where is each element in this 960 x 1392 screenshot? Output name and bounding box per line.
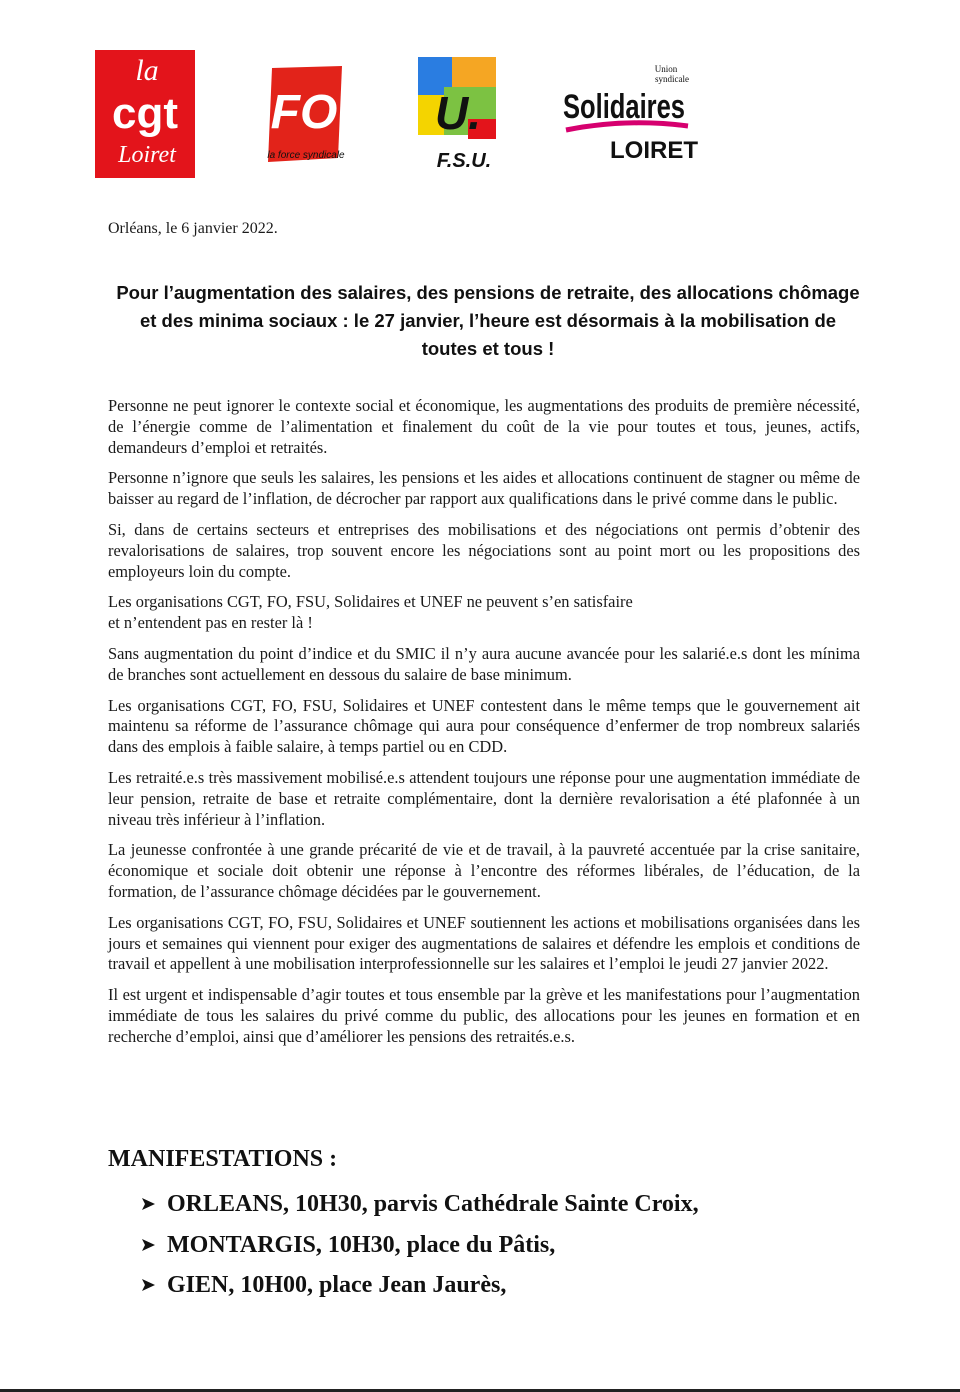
svg-text:la force syndicale: la force syndicale bbox=[267, 150, 345, 161]
fsu-logo bbox=[408, 55, 520, 173]
solidaires-logo bbox=[560, 62, 698, 166]
manifestation-text: ORLEANS, 10H30, parvis Cathédrale Sainte Croix, bbox=[167, 1191, 699, 1217]
paragraph: Personne ne peut ignorer le contexte social et économique, les augmentations des produits de première nécessité, de l’énergie comme de l’alimentation et finalement du coût de la vie pour toutes et tous, jeunes, actifs, demandeurs d’emploi et retraités. bbox=[108, 396, 860, 457]
svg-text:Loiret: Loiret bbox=[118, 142, 176, 168]
document-title: Pour l’augmentation des salaires, des pensions de retraite, des allocations chômage et des minima sociaux : le 27 janvier, l’heure est désormais à la mobilisation de toutes et tous ! bbox=[116, 282, 860, 359]
svg-text:Solidaires: Solidaires bbox=[563, 88, 685, 126]
arrow-bullet-icon bbox=[140, 1195, 158, 1213]
manifestation-item bbox=[140, 1225, 699, 1266]
paragraph: Les retraité.e.s très massivement mobilisé.e.s attendent toujours une réponse pour une augmentation immédiate de leur pension, retraite de base et retraite complémentaire, dont la dernière revalorisation a été plafonnée à un niveau très inférieur à l’inflation. bbox=[108, 767, 860, 829]
svg-text:LOIRET: LOIRET bbox=[610, 137, 698, 164]
manifestations-heading: MANIFESTATIONS : bbox=[108, 1146, 338, 1172]
document-body bbox=[108, 396, 860, 1058]
paragraph: Les organisations CGT, FO, FSU, Solidaires et UNEF contestent dans le même temps que le gouvernement ait maintenu sa réforme de l’assurance chômage qui aura pour conséquence d’enfermer de trop nombreux salariés dans des emplois à faible salaire, à temps partiel ou en CDD. bbox=[108, 695, 860, 757]
manifestation-text: MONTARGIS, 10H30, place du Pâtis, bbox=[167, 1231, 556, 1258]
paragraph: La jeunesse confrontée à une grande précarité de vie et de travail, à la pauvreté accentuée par la crise sanitaire, économique et sociale doit obtenir une réponse à l’encontre des réformes libérales, de l’éducation, de la formation, de l’assurance chômage décidées par le gouvernement. bbox=[108, 840, 860, 901]
manifestation-text: GIEN, 10H00, place Jean Jaurès, bbox=[167, 1272, 507, 1298]
fo-logo bbox=[262, 62, 348, 170]
svg-text:syndicale: syndicale bbox=[655, 74, 689, 84]
manifestation-item bbox=[140, 1184, 699, 1225]
document-date: Orléans, le 6 janvier 2022. bbox=[108, 220, 278, 237]
svg-text:cgt: cgt bbox=[112, 89, 178, 138]
cgt-logo bbox=[95, 50, 195, 178]
svg-text:Union: Union bbox=[654, 64, 678, 74]
paragraph: Les organisations CGT, FO, FSU, Solidaires et UNEF ne peuvent s’en satisfaire bbox=[108, 592, 633, 612]
arrow-bullet-icon bbox=[140, 1276, 158, 1294]
svg-text:U.: U. bbox=[435, 87, 481, 139]
paragraph: Si, dans de certains secteurs et entreprises des mobilisations et des négociations ont permis d’obtenir des revalorisations de salaires, trop souvent encore les négociations sont au point mort ou les propositions des employeurs loin du compte. bbox=[108, 519, 860, 581]
manifestation-item bbox=[140, 1265, 699, 1306]
logo-bar bbox=[0, 0, 960, 200]
arrow-bullet-icon bbox=[140, 1236, 158, 1254]
paragraph: Les organisations CGT, FO, FSU, Solidaires et UNEF soutiennent les actions et mobilisations organisées dans les jours et semaines qui viennent pour exiger des augmentations de salaires et défendre les emplois et conditions de travail et appellent à une mobilisation interprofessionnelle sur les salaires et l’emploi le jeudi 27 janvier 2022. bbox=[108, 912, 860, 974]
svg-text:FO: FO bbox=[270, 86, 338, 139]
paragraph: et n’entendent pas en rester là ! bbox=[108, 613, 313, 633]
svg-text:la: la bbox=[135, 54, 159, 87]
paragraph: Sans augmentation du point d’indice et du SMIC il n’y aura aucune avancée pour les salarié.e.s dont les mínima de branches sont actuellement en dessous du salaire de base minimum. bbox=[108, 643, 860, 684]
paragraph: Il est urgent et indispensable d’agir toutes et tous ensemble par la grève et les manifestations pour l’augmentation immédiate de tous les salaires du privé comme du public, des allocations pour les jeunes en formation et en recherche d’emploi, ainsi que d’améliorer les pensions des retraités.e.s. bbox=[108, 985, 860, 1046]
manifestations-list bbox=[140, 1184, 699, 1306]
svg-text:F.S.U.: F.S.U. bbox=[436, 150, 492, 172]
paragraph: Personne n’ignore que seuls les salaires, les pensions et les aides et allocations continuent de stagner ou même de baisser au regard de l’inflation, de décrocher par rapport aux qualifications dans le privé comme dans le public. bbox=[108, 468, 860, 509]
